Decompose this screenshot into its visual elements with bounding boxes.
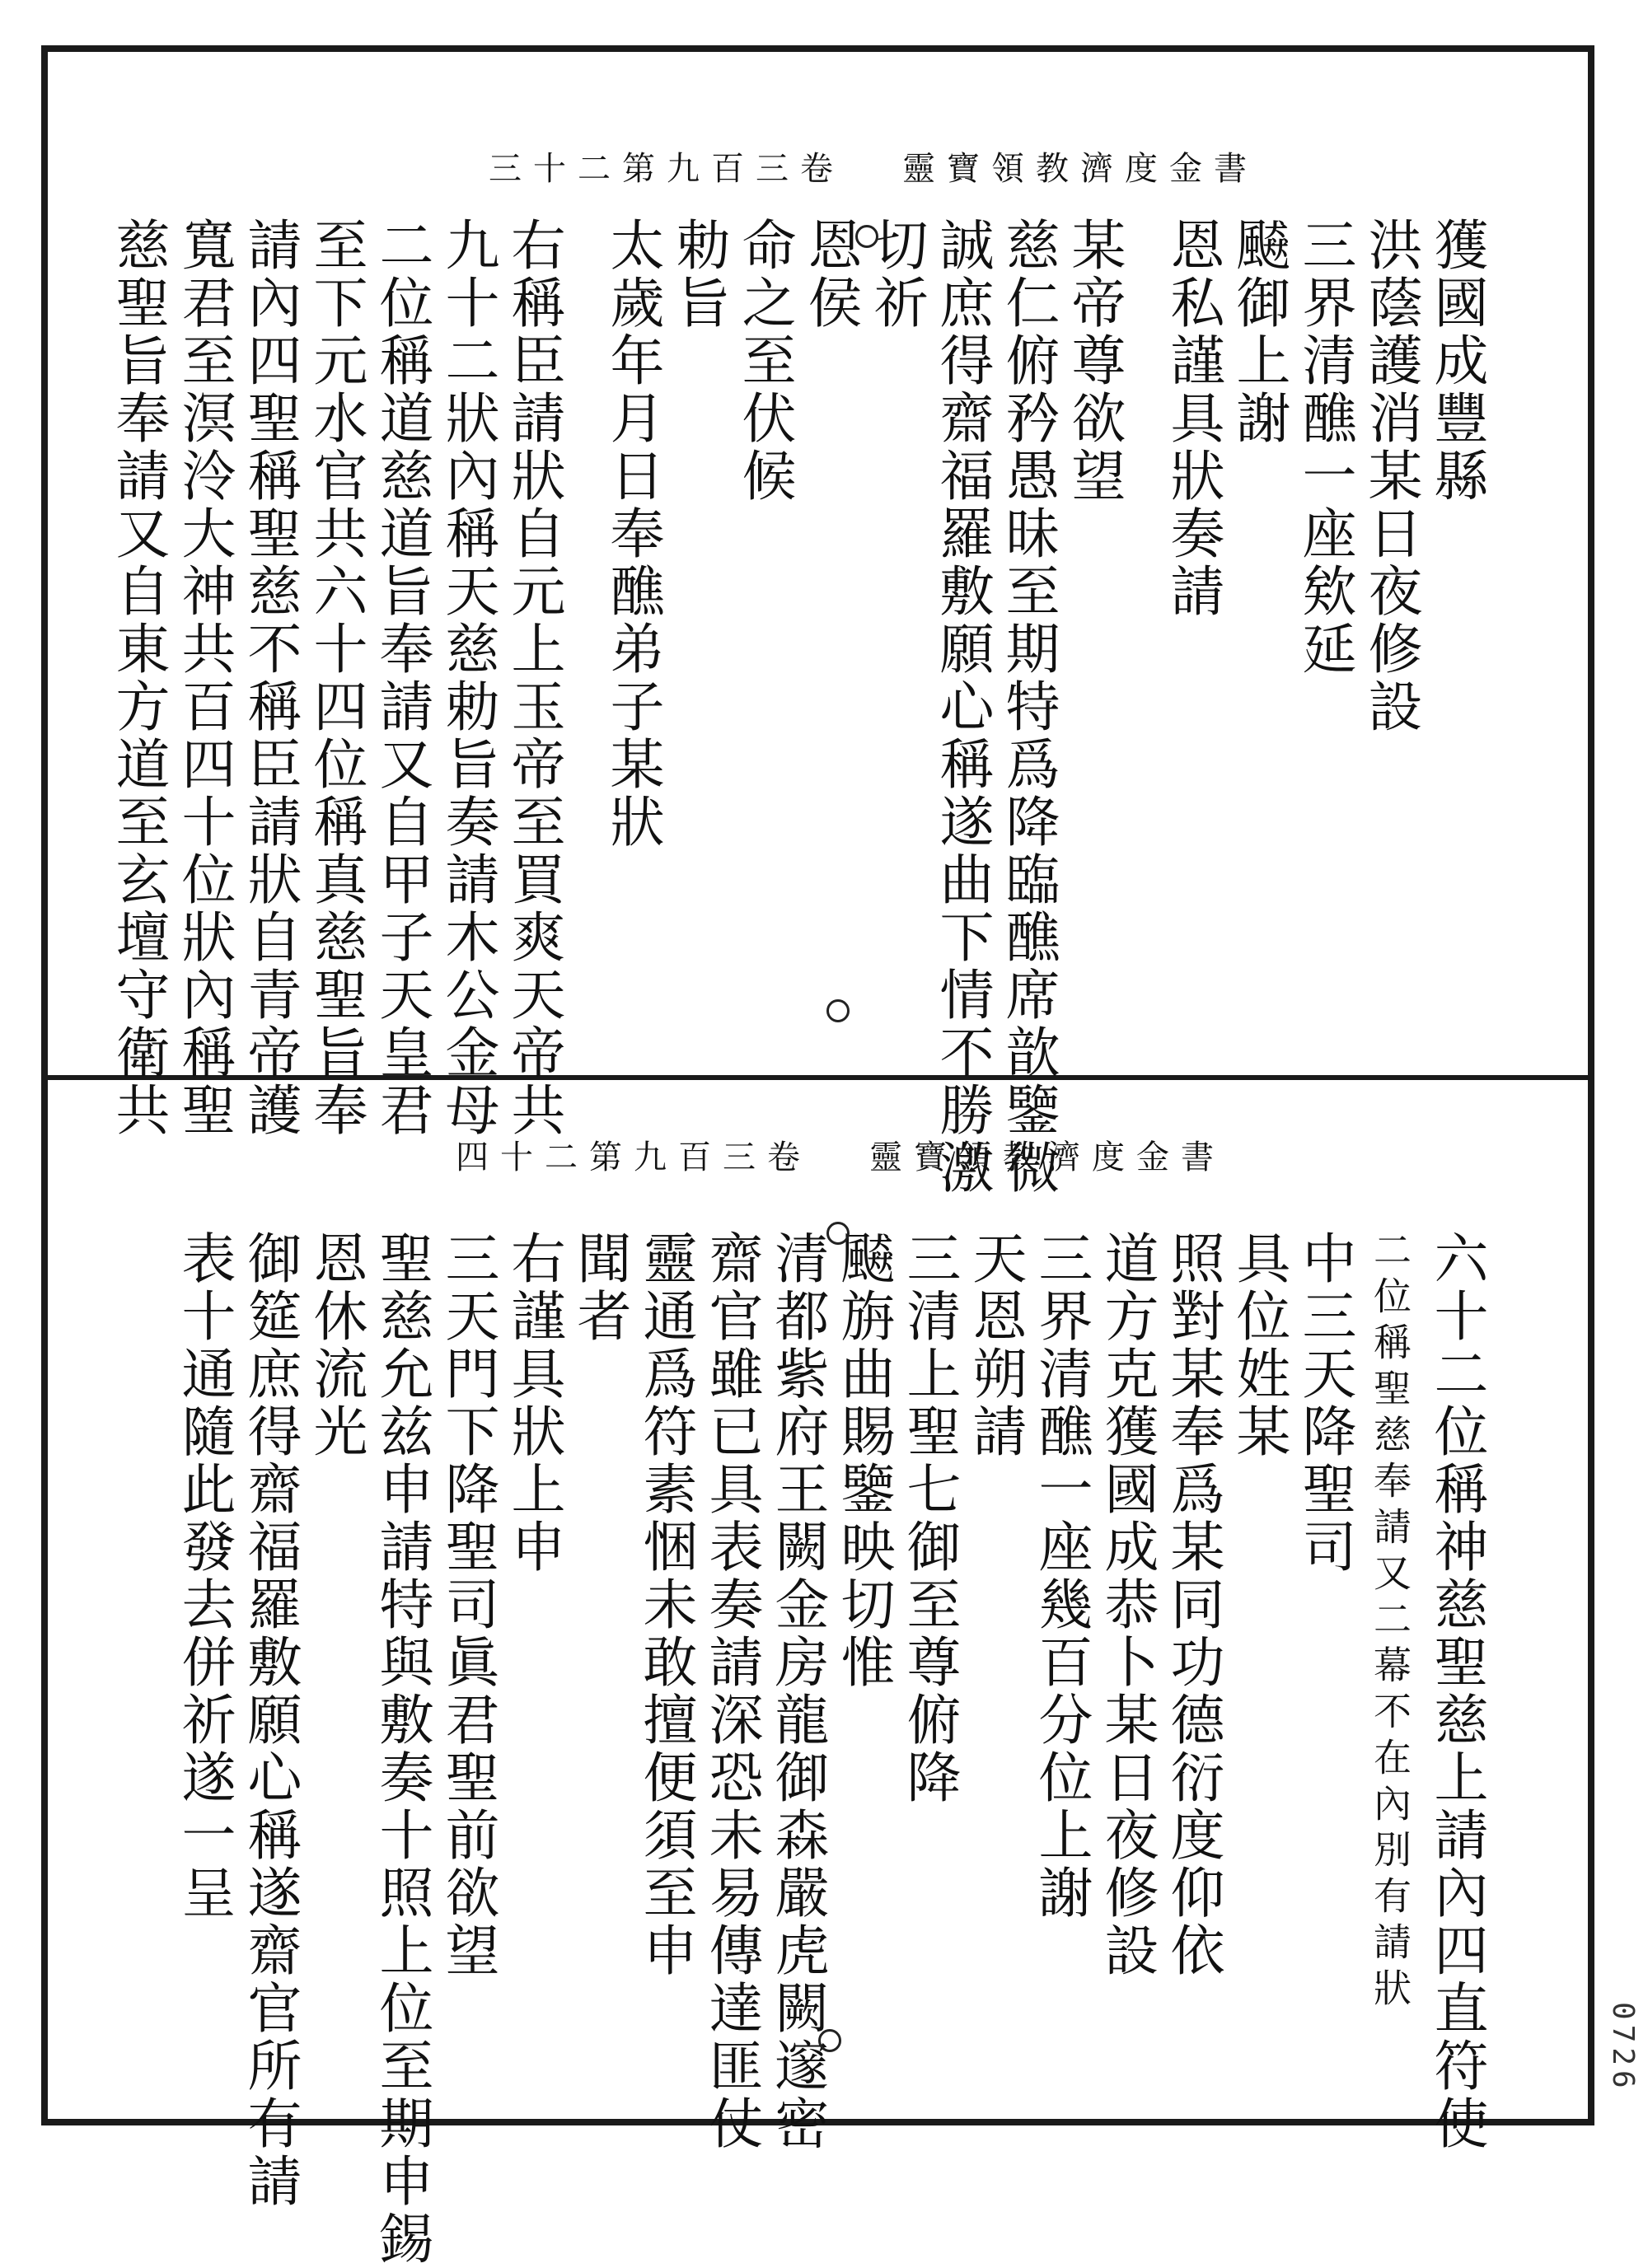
text-column: 六十二位稱神慈聖慈上請內四直符使 [1425, 1230, 1488, 2153]
column-gap [1126, 217, 1159, 1197]
text-column: 清都紫府王闕金房龍御森嚴虎闕邃密 [765, 1230, 829, 2153]
text-column: 三界清醮一座欸延 [1293, 217, 1356, 678]
text-column: 九十二狀內稱天慈勅旨奏請木公金母 [436, 217, 499, 1139]
text-column: 靈通爲符素悃未敢擅便須至申 [634, 1230, 697, 1980]
header-volume: 三十二第九百三卷 [489, 150, 845, 188]
text-column: 照對某奉爲某同功德衍度仰依 [1161, 1230, 1224, 1980]
header-title: 靈寶領教濟度金書 [869, 1139, 1225, 1176]
text-column: 獲國成豐縣 [1425, 217, 1488, 505]
header-volume: 四十二第九百三卷 [456, 1139, 812, 1176]
bottom-page-columns [81, 1230, 1489, 2268]
text-column: 道方克獲國成恭卜某日夜修設 [1095, 1230, 1159, 1980]
punctuation-circle [826, 1222, 850, 1245]
top-page-columns [81, 217, 1489, 1197]
text-column: 飇御上謝 [1227, 217, 1290, 447]
text-column: 御筵庶得齋福羅敷願心稱遂齋官所有請 [238, 1230, 302, 2210]
text-column: 切祈 [864, 217, 928, 332]
punctuation-circle [855, 225, 878, 248]
text-column: 聞者 [568, 1230, 631, 1345]
text-column: 請內四聖稱聖慈不稱臣請狀自青帝護 [238, 217, 302, 1139]
text-column: 中三天降聖司 [1293, 1230, 1356, 1576]
text-column: 恩私謹具狀奏請 [1161, 217, 1224, 620]
bottom-page [48, 1082, 1588, 2268]
date-column: 太歲年月日奉醮弟子某狀 [601, 217, 664, 851]
text-column: 三天門下降聖司眞君聖前欲望 [436, 1230, 499, 1980]
text-column: 恩休流光 [304, 1230, 368, 1461]
text-column: 具位姓某 [1227, 1230, 1290, 1461]
text-column: 表十通隨此發去併祈遂一呈 [172, 1230, 236, 1922]
text-column: 慈聖旨奉請又自東方道至玄壇守衛共 [106, 217, 170, 1139]
text-column: 慈仁俯矜愚昧至期特爲降臨醮席歆鑒微 [996, 217, 1060, 1197]
text-column: 右稱臣請狀自元上玉帝至買爽天帝共 [502, 217, 565, 1139]
header-title: 靈寶領教濟度金書 [902, 150, 1258, 188]
column-gap [566, 217, 599, 1197]
page-number: 0726 [1606, 2002, 1640, 2093]
text-column: 勅旨 [667, 217, 730, 332]
text-column: 寬君至溟泠大神共百四十位狀內稱聖 [172, 217, 236, 1139]
text-column: 恩侯 [798, 217, 862, 332]
text-column: 二位稱道慈道旨奉請又自甲子天皇君 [370, 217, 433, 1139]
text-column: 右謹具狀上申 [502, 1230, 565, 1576]
text-column: 飇旃曲賜鑒映切惟 [831, 1230, 895, 1691]
punctuation-circle [818, 2029, 841, 2052]
text-column: 三界清醮一座幾百分位上謝 [1029, 1230, 1093, 1922]
top-page-header [489, 143, 1258, 189]
text-column: 至下元水官共六十四位稱真慈聖旨奉 [304, 217, 368, 1139]
text-column: 聖慈允兹申請特與敷奏十照上位至期申錫 [370, 1230, 433, 2268]
punctuation-circle [826, 999, 850, 1022]
text-column: 天恩朔請 [963, 1230, 1027, 1461]
text-column: 某帝尊欲望 [1062, 217, 1126, 505]
bottom-page-header [456, 1131, 1225, 1178]
text-column: 洪蔭護消某日夜修設 [1359, 217, 1422, 736]
text-column: 誠庶得齋福羅敷願心稱遂曲下情不勝激 [930, 217, 994, 1197]
text-column: 齋官雖已具表奏請深恐未易傳達匪仗 [700, 1230, 763, 2153]
text-column: 二位稱聖慈奉請又二幕不在內別有請狀 [1368, 1230, 1412, 2014]
text-column: 三清上聖七御至尊俯降 [897, 1230, 961, 1807]
text-column: 命之至伏候 [733, 217, 796, 505]
